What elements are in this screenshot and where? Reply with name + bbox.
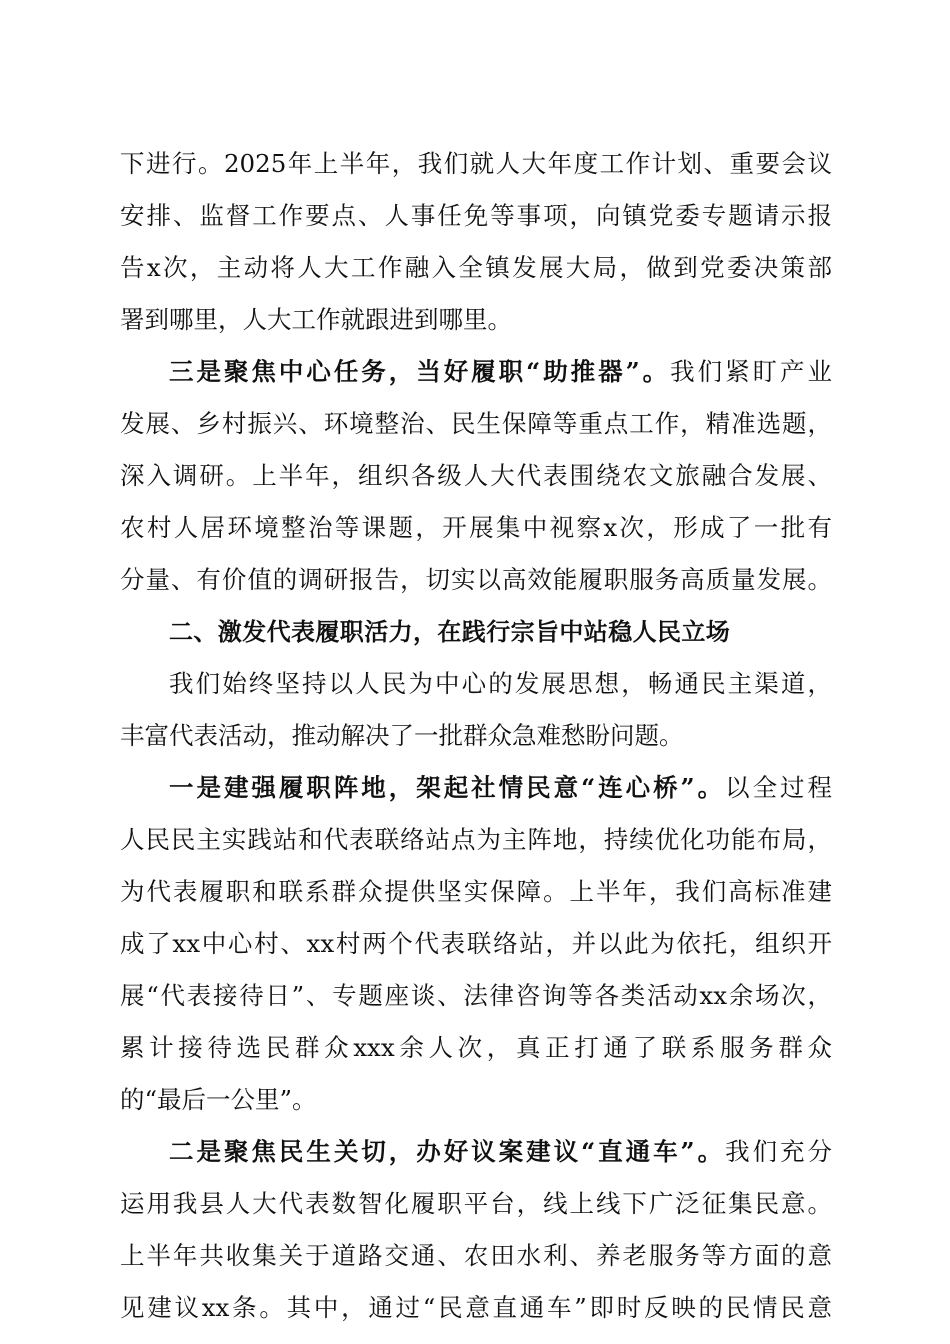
lead-sentence: 二是聚焦民生关切，办好议案建议“直通车”。 — [169, 1137, 726, 1166]
lead-sentence: 三是聚焦中心任务，当好履职“助推器”。 — [169, 357, 671, 386]
paragraph-central-tasks — [120, 346, 832, 606]
text-line: 下进行。2025年上半年，我们就人大年度工作计划、重要会议 — [120, 149, 832, 178]
text-run: 以全过程 — [725, 773, 832, 802]
text-line — [120, 762, 832, 814]
document-page — [120, 138, 832, 1334]
text-line: 累计接待选民群众xxx余人次，真正打通了联系服务群众 — [120, 1033, 832, 1062]
text-line: 成了xx中心村、xx村两个代表联络站，并以此为依托，组织开 — [120, 929, 832, 958]
text-line: 上半年共收集关于道路交通、农田水利、养老服务等方面的意 — [120, 1241, 832, 1270]
paragraph-people-centered — [120, 658, 832, 762]
paragraph-liaison-stations — [120, 762, 832, 1126]
text-line: 署到哪里，人大工作就跟进到哪里。 — [120, 305, 512, 334]
text-line: 我们始终坚持以人民为中心的发展思想，畅通民主渠道， — [169, 669, 832, 698]
text-line: 深入调研。上半年，组织各级人大代表围绕农文旅融合发展、 — [120, 461, 832, 490]
text-line: 运用我县人大代表数智化履职平台，线上线下广泛征集民意。 — [120, 1189, 832, 1218]
text-run: 我们充分 — [725, 1137, 832, 1166]
lead-sentence: 一是建强履职阵地，架起社情民意“连心桥”。 — [169, 773, 726, 802]
text-run: 我们紧盯产业 — [670, 357, 832, 386]
text-line — [120, 1126, 832, 1178]
text-line: 见建议xx条。其中，通过“民意直通车”即时反映的民情民意 — [120, 1293, 832, 1322]
text-line: 告x次，主动将人大工作融入全镇发展大局，做到党委决策部 — [120, 253, 832, 282]
text-line: 分量、有价值的调研报告，切实以高效能履职服务高质量发展。 — [120, 565, 832, 594]
text-line: 农村人居环境整治等课题，开展集中视察x次，形成了一批有 — [120, 513, 832, 542]
text-line: 的“最后一公里”。 — [120, 1085, 317, 1114]
paragraph-party-report — [120, 138, 832, 346]
text-line: 人民民主实践站和代表联络站点为主阵地，持续优化功能布局， — [120, 825, 832, 854]
text-line: 安排、监督工作要点、人事任免等事项，向镇党委专题请示报 — [120, 201, 832, 230]
paragraph-suggestions-express — [120, 1126, 832, 1334]
text-line — [120, 346, 832, 398]
text-line: 展“代表接待日”、专题座谈、法律咨询等各类活动xx余场次， — [120, 981, 832, 1010]
section-heading: 二、激发代表履职活力，在践行宗旨中站稳人民立场 — [169, 618, 731, 646]
text-line: 为代表履职和联系群众提供坚实保障。上半年，我们高标准建 — [120, 877, 832, 906]
text-line: 发展、乡村振兴、环境整治、民生保障等重点工作，精准选题， — [120, 409, 832, 438]
text-line: 丰富代表活动，推动解决了一批群众急难愁盼问题。 — [120, 721, 684, 750]
